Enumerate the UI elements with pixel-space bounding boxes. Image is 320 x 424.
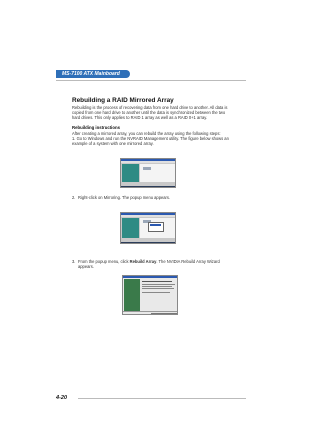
taskbar bbox=[121, 186, 176, 188]
header-divider bbox=[56, 80, 246, 81]
taskbar bbox=[121, 242, 176, 244]
step-3-bold: Rebuild Array bbox=[129, 259, 157, 264]
popup-menu-screenshot bbox=[120, 212, 176, 244]
wizard-heading-line bbox=[142, 281, 172, 282]
step-3-number: 3. bbox=[72, 259, 76, 264]
step-1-number: 1. bbox=[72, 136, 76, 141]
popup-menu-highlight bbox=[150, 224, 161, 226]
task-pane bbox=[122, 164, 139, 182]
step-3-text-before: From the popup menu, click bbox=[78, 259, 130, 264]
nvraid-utility-screenshot bbox=[120, 158, 176, 188]
steps-intro bbox=[72, 131, 232, 146]
popup-menu bbox=[148, 222, 164, 232]
steps-intro-text: After creating a mirrored array, you can rebuild the array using the following steps: bbox=[72, 131, 221, 136]
step-1 bbox=[72, 136, 229, 146]
step-2-number: 2. bbox=[72, 195, 76, 200]
wizard-title-bar bbox=[123, 276, 177, 278]
task-pane bbox=[122, 218, 139, 238]
wizard-side-graphic bbox=[124, 279, 140, 311]
section-title: Rebuilding a RAID Mirrored Array bbox=[72, 97, 174, 104]
page-number: 4-20 bbox=[56, 395, 68, 401]
wizard-text-line bbox=[142, 284, 175, 285]
wizard-text-line bbox=[142, 288, 174, 289]
step-2 bbox=[72, 195, 232, 200]
footer-divider bbox=[78, 398, 246, 399]
step-2-text: Right-click on Mirroring. The popup menu appears. bbox=[78, 195, 171, 200]
wizard-text-line bbox=[142, 292, 170, 293]
header-title: MS-7100 ATX Mainboard bbox=[56, 70, 130, 78]
wizard-text-line bbox=[142, 286, 172, 287]
step-3 bbox=[72, 259, 232, 269]
rebuild-wizard-screenshot bbox=[122, 275, 178, 315]
menu-bar bbox=[121, 215, 176, 217]
intro-paragraph: Rebuilding is the process of recovering data from one hard drive to another. All data is copied from one hard drive to another until the data is synchronized between the two hard drives. This only applies to RAID 1 array as well as a RAID 0+1 array. bbox=[72, 105, 228, 120]
wizard-cancel-button bbox=[169, 313, 178, 316]
step-3-text bbox=[72, 259, 232, 269]
menu-bar bbox=[121, 161, 176, 163]
subheading: Rebuilding instructions bbox=[72, 125, 120, 130]
array-item bbox=[143, 167, 151, 170]
step-1-text: Go to Windows and run the NVRAID Management utility. The figure below shows an example of a system with one mirrored array. bbox=[72, 136, 229, 146]
step-3-text-after: . The NVIDIA Rebuild Array Wizard appears. bbox=[78, 259, 220, 269]
